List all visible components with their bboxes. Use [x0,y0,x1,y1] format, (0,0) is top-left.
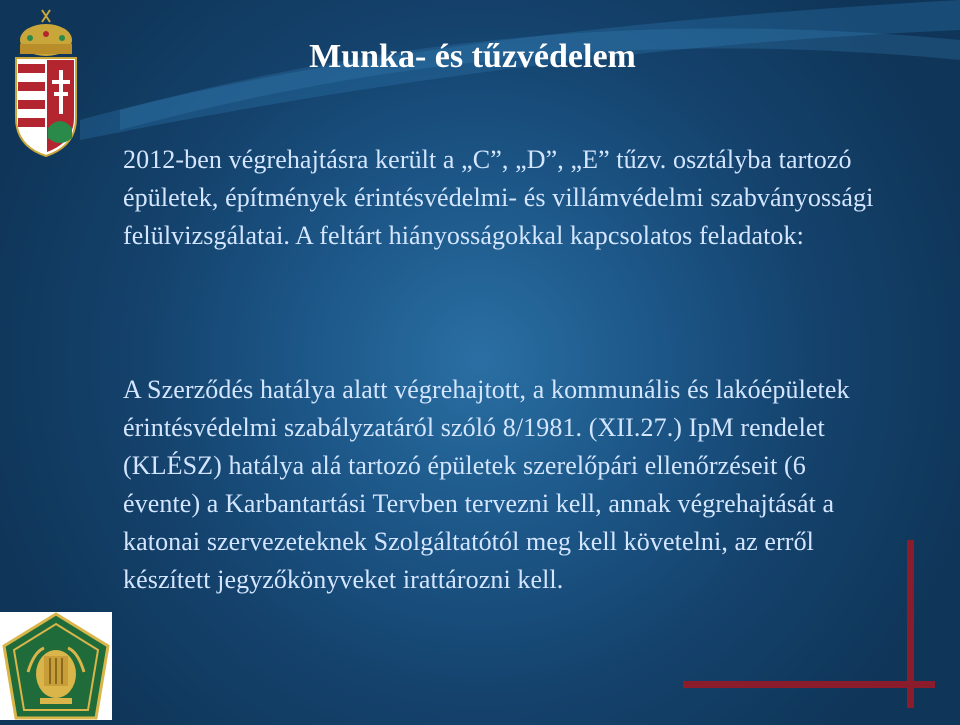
page-title: Munka- és tűzvédelem [309,38,636,75]
body-paragraph-2: A Szerződés hatálya alatt végrehajtott, a kommunális és lakóépületek érintésvédelmi szabályzatáról szóló 8/1981. (XII.27.) IpM rendelet (KLÉSZ) hatálya alá tartozó épületek szerelőpári ellenőrzéseit (6 évente) a Karbantartási Tervben tervezni kell, annak végrehajtását a katonai szervezeteknek Szolgáltatótól meg kell követelni, az erről készített jegyzőkönyveket irattározni kell. [123,375,850,594]
body-paragraph-1: 2012-ben végrehajtásra került a „C”, „D”, „E” tűzv. osztályba tartozó épületek, építmények érintésvédelmi- és villámvédelmi szabványossági felülvizsgálatai. A feltárt hiányosságokkal kapcsolatos feladatok: [123,145,874,250]
badge-panel [0,612,112,720]
hungarian-coat-of-arms-icon [10,8,82,158]
accent-line-horizontal [683,681,935,688]
military-unit-badge-icon [0,612,112,720]
